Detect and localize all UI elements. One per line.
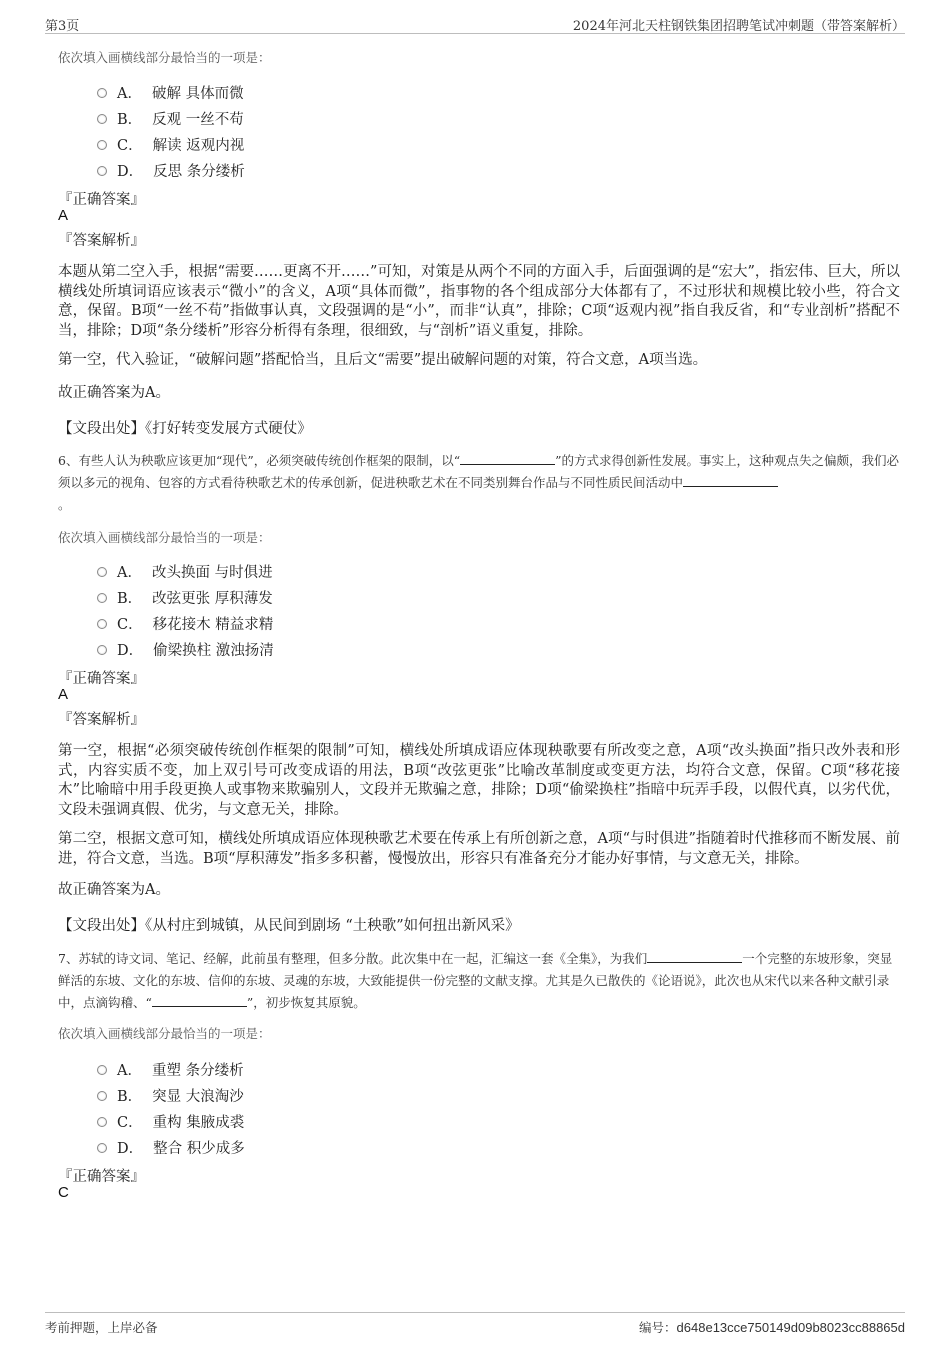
- q6-analysis-paragraph: 第二空，根据文意可知，横线处所填成语应体现秧歌艺术要在传承上有所创新之意，A项“与时俱进”指随着时代推移而不断发展、前进，符合文意，当选。B项“厚积薄发”指多多积蓄，慢慢放出，形容只有准备充分才能办好事情，与文意无关，排除。: [58, 831, 900, 867]
- radio-button[interactable]: [97, 1143, 107, 1153]
- page-number: 第3页: [45, 19, 80, 34]
- footer-slogan: 考前押题，上岸必备: [45, 1320, 158, 1335]
- document-title: 2024年河北天柱钢铁集团招聘笔试冲刺题（带答案解析）: [572, 19, 905, 34]
- document-code: 编号：d648e13cce750149d09b8023cc88865d: [639, 1320, 905, 1335]
- radio-button[interactable]: [97, 619, 107, 629]
- radio-button[interactable]: [97, 1065, 107, 1075]
- q7-option-b[interactable]: B． 突显 大浪淘沙: [97, 1085, 244, 1106]
- q6-answer: A: [58, 686, 69, 703]
- radio-button[interactable]: [97, 88, 107, 98]
- q6-prompt: 依次填入画横线部分最恰当的一项是：: [58, 530, 271, 545]
- q7-answer-label: 『正确答案』: [58, 1169, 145, 1185]
- q6-analysis-label: 『答案解析』: [58, 712, 145, 728]
- fill-blank: [647, 949, 742, 963]
- q5-answer-label: 『正确答案』: [58, 192, 145, 208]
- radio-button[interactable]: [97, 114, 107, 124]
- q5-analysis-label: 『答案解析』: [58, 233, 145, 249]
- q5-option-b[interactable]: B． 反观 一丝不苟: [97, 108, 244, 129]
- q6-option-b[interactable]: B． 改弦更张 厚积薄发: [97, 587, 273, 608]
- page-header: [45, 12, 905, 34]
- fill-blank: [683, 473, 778, 487]
- q5-analysis-paragraph: 故正确答案为A。: [58, 385, 170, 401]
- q5-source: 【文段出处】《打好转变发展方式硬仗》: [58, 421, 312, 437]
- q7-option-d[interactable]: D． 整合 积少成多: [97, 1137, 245, 1158]
- q6-question-text: 6、有些人认为秧歌应该更加“现代”，必须突破传统创作框架的限制，以“ ”的方式求得创新性发展。事实上，这种观点失之偏颇，我们必须以多元的视角、包容的方式看待秧歌艺术的传承创新，促进秧歌艺术在不同类别舞台作品与不同性质民间活动中 。: [58, 453, 900, 512]
- q6-option-a[interactable]: A． 改头换面 与时俱进: [97, 561, 273, 582]
- radio-button[interactable]: [97, 1091, 107, 1101]
- q7-option-c[interactable]: C． 重构 集腋成裘: [97, 1111, 244, 1132]
- q7-question-text: 7、苏轼的诗文词、笔记、经解，此前虽有整理，但多分散。此次集中在一起，汇编这一套《全集》，为我们 一个完整的东坡形象，突显鲜活的东坡、文化的东坡、信仰的东坡、灵魂的东坡，大致能提供一份完整的文献支撑。尤其是久已散佚的《论语说》，此次也从宋代以来各种文献引录中，点滴钩稽、“ ”，初步恢复其原貌。: [58, 951, 893, 1010]
- page-footer: [45, 1312, 905, 1340]
- radio-button[interactable]: [97, 140, 107, 150]
- radio-button[interactable]: [97, 567, 107, 577]
- q6-analysis-paragraph: 第一空，根据“必须突破传统创作框架的限制”可知，横线处所填成语应体现秧歌要有所改变之意，A项“改头换面”指只改外表和形式，内容实质不变，加上双引号可改变成语的用法，B项“改弦更张”比喻改革制度或变更方法，均符合文意，保留。C项“移花接木”比喻暗中用手段更换人或事物来欺骗别人，文段并无欺骗之意，排除；D项“偷梁换柱”指暗中玩弄手段，以假代真，以劣代优，文段未强调真假、优劣，与文意无关，排除。: [58, 743, 900, 818]
- q5-prompt: 依次填入画横线部分最恰当的一项是：: [58, 50, 271, 65]
- q5-option-c[interactable]: C． 解读 返观内视: [97, 134, 244, 155]
- q6-analysis-paragraph: 故正确答案为A。: [58, 882, 170, 898]
- q6-option-d[interactable]: D． 偷梁换柱 激浊扬清: [97, 639, 274, 660]
- fill-blank: [152, 993, 247, 1007]
- q7-prompt: 依次填入画横线部分最恰当的一项是：: [58, 1026, 271, 1041]
- fill-blank: [460, 451, 555, 465]
- radio-button[interactable]: [97, 1117, 107, 1127]
- q6-answer-label: 『正确答案』: [58, 671, 145, 687]
- q5-answer: A: [58, 207, 69, 224]
- q5-option-a[interactable]: A． 破解 具体而微: [97, 82, 244, 103]
- radio-button[interactable]: [97, 593, 107, 603]
- q6-source: 【文段出处】《从村庄到城镇，从民间到剧场 “土秧歌”如何扭出新风采》: [58, 918, 520, 934]
- q5-analysis-paragraph: 本题从第二空入手，根据“需要……更离不开……”可知，对策是从两个不同的方面入手，后面强调的是“宏大”，指宏伟、巨大，所以横线处所填词语应该表示“微小”的含义，A项“具体而微”，指事物的各个组成部分大体都有了，不过形状和规模比较小些，符合文意，保留。B项“一丝不苟”指做事认真，文段强调的是“小”，而非“认真”，排除；C项“返观内视”指自我反省，和“专业剖析”搭配不当，排除；D项“条分缕析”形容分析得有条理，很细致，与“剖析”语义重复，排除。: [58, 264, 900, 339]
- q5-option-d[interactable]: D． 反思 条分缕析: [97, 160, 245, 181]
- q7-option-a[interactable]: A． 重塑 条分缕析: [97, 1059, 244, 1080]
- radio-button[interactable]: [97, 166, 107, 176]
- radio-button[interactable]: [97, 645, 107, 655]
- q7-answer: C: [58, 1184, 69, 1201]
- q5-analysis-paragraph: 第一空，代入验证，“破解问题”搭配恰当，且后文“需要”提出破解问题的对策，符合文意，A项当选。: [58, 352, 708, 368]
- q6-option-c[interactable]: C． 移花接木 精益求精: [97, 613, 273, 634]
